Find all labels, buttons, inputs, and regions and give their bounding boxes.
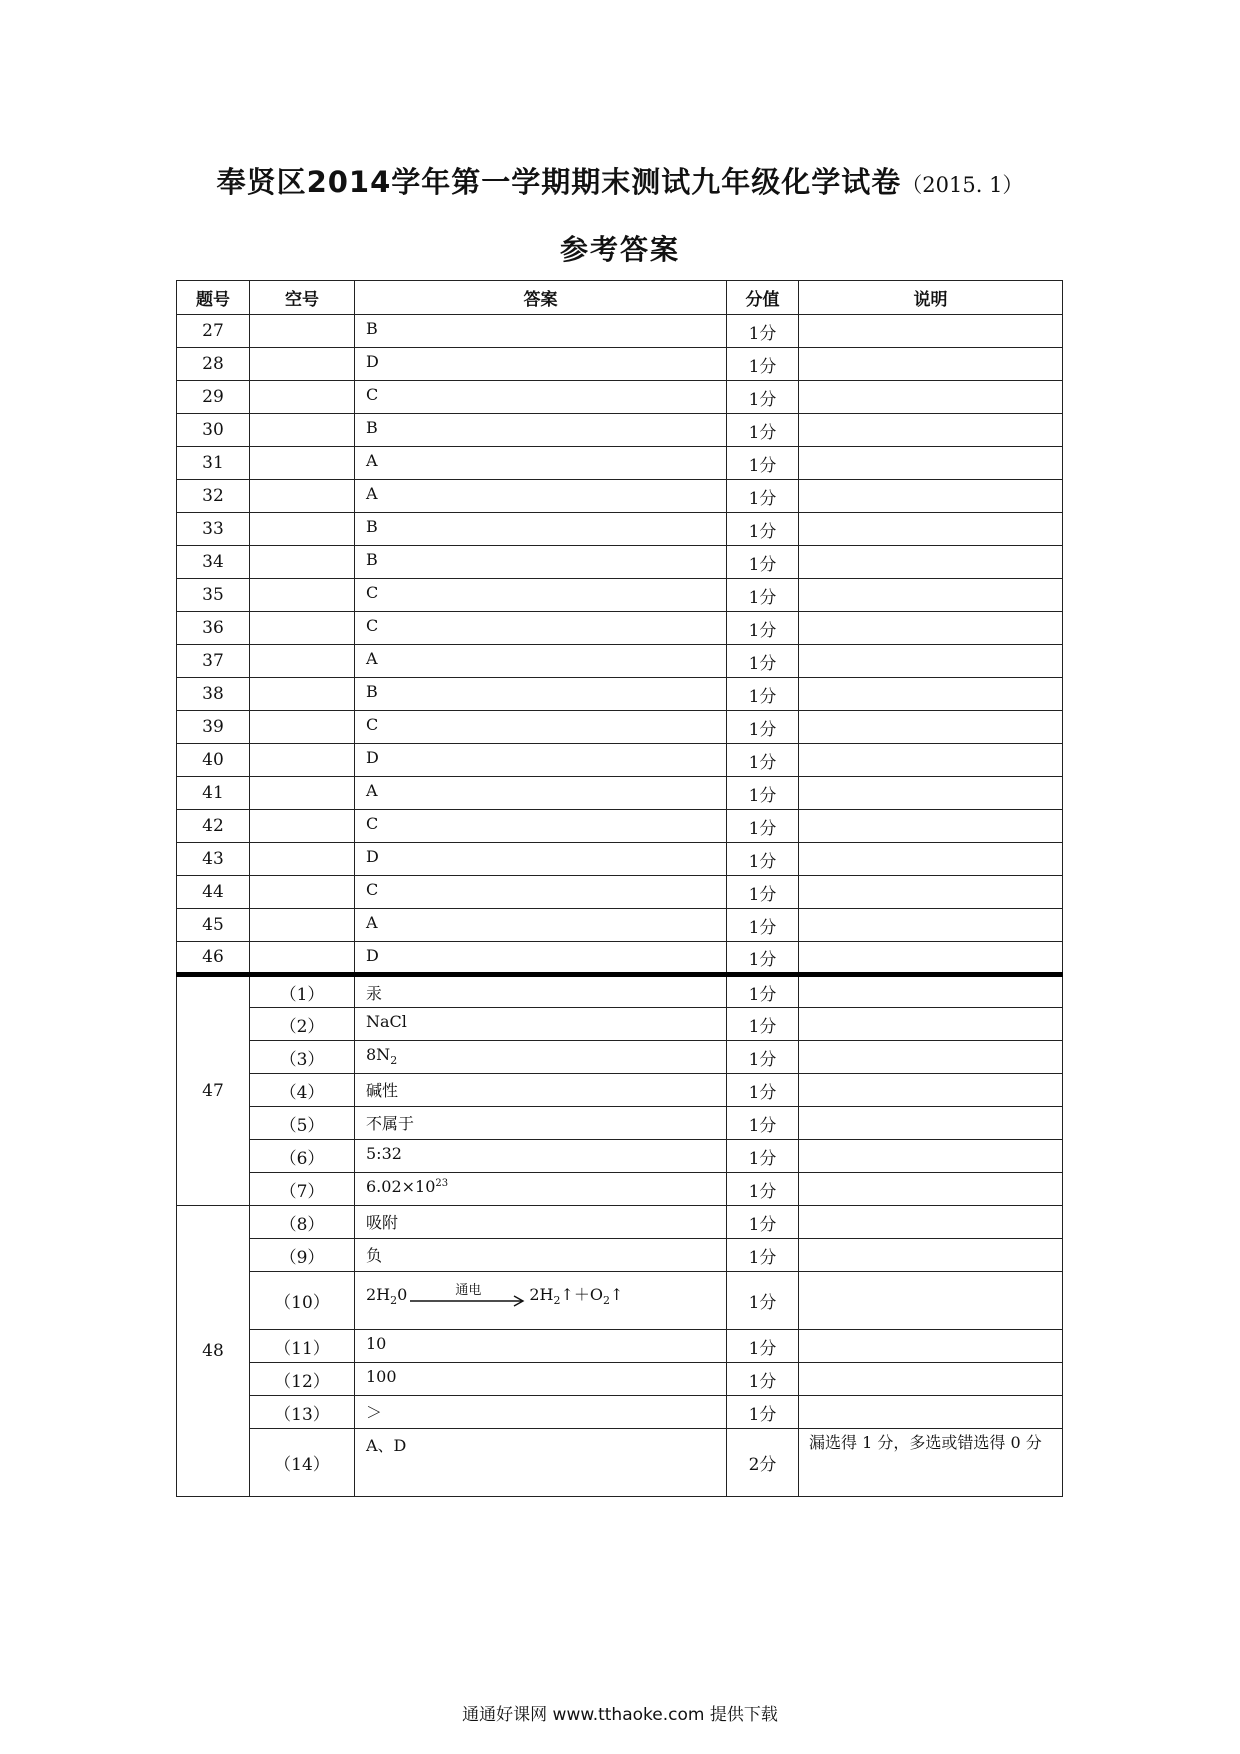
question-number: 34 xyxy=(177,546,250,579)
title-date: （2015. 1） xyxy=(901,173,1024,197)
table-row xyxy=(177,975,1063,1008)
answer-cell: NaCl xyxy=(355,1008,727,1041)
question-number: 43 xyxy=(177,843,250,876)
header-blank-number: 空号 xyxy=(250,281,355,315)
score-cell: 1分 xyxy=(727,1107,799,1140)
question-number: 39 xyxy=(177,711,250,744)
equation-reactant xyxy=(366,1285,407,1307)
product-text-3: ↑ xyxy=(610,1285,624,1304)
question-number: 28 xyxy=(177,348,250,381)
score-cell: 1分 xyxy=(727,1396,799,1429)
score-cell: 1分 xyxy=(727,579,799,612)
question-number: 27 xyxy=(177,315,250,348)
blank-number xyxy=(250,414,355,447)
blank-number: （7） xyxy=(250,1173,355,1206)
answer-cell: D xyxy=(355,942,727,975)
score-cell: 1分 xyxy=(727,909,799,942)
note-cell xyxy=(799,876,1063,909)
question-47-rows xyxy=(177,975,1063,1206)
question-number: 38 xyxy=(177,678,250,711)
blank-number: （14） xyxy=(250,1429,355,1497)
table-row xyxy=(177,777,1063,810)
blank-number xyxy=(250,612,355,645)
question-number: 48 xyxy=(177,1206,250,1497)
blank-number: （4） xyxy=(250,1074,355,1107)
table-row xyxy=(177,1074,1063,1107)
table-row xyxy=(177,1041,1063,1074)
blank-number: （8） xyxy=(250,1206,355,1239)
product-subscript-2: 2 xyxy=(603,1294,610,1308)
table-row xyxy=(177,579,1063,612)
blank-number: （3） xyxy=(250,1041,355,1074)
table-row xyxy=(177,1008,1063,1041)
answer-cell xyxy=(355,1041,727,1074)
note-cell xyxy=(799,414,1063,447)
equation-cell xyxy=(355,1272,727,1330)
note-cell xyxy=(799,1008,1063,1041)
answer-cell: B xyxy=(355,546,727,579)
answer-cell: A xyxy=(355,480,727,513)
note-cell xyxy=(799,1206,1063,1239)
score-cell: 1分 xyxy=(727,942,799,975)
note-cell xyxy=(799,942,1063,975)
header-question-number: 题号 xyxy=(177,281,250,315)
answer-cell: A xyxy=(355,645,727,678)
answer-cell: 碱性 xyxy=(355,1074,727,1107)
question-number: 36 xyxy=(177,612,250,645)
table-row xyxy=(177,414,1063,447)
blank-number xyxy=(250,942,355,975)
question-number: 37 xyxy=(177,645,250,678)
table-row xyxy=(177,1107,1063,1140)
answer-cell: C xyxy=(355,381,727,414)
score-cell: 1分 xyxy=(727,1206,799,1239)
table-row xyxy=(177,678,1063,711)
score-cell: 1分 xyxy=(727,744,799,777)
table-row xyxy=(177,744,1063,777)
blank-number: （6） xyxy=(250,1140,355,1173)
product-subscript: 2 xyxy=(553,1294,561,1308)
note-cell xyxy=(799,1396,1063,1429)
table-row xyxy=(177,480,1063,513)
reactant-text: 2H xyxy=(366,1285,391,1304)
note-cell xyxy=(799,1330,1063,1363)
score-cell: 1分 xyxy=(727,546,799,579)
blank-number xyxy=(250,480,355,513)
product-text-2: ↑＋O xyxy=(560,1285,603,1304)
table-row xyxy=(177,1429,1063,1497)
note-cell xyxy=(799,1041,1063,1074)
blank-number xyxy=(250,315,355,348)
score-cell: 1分 xyxy=(727,843,799,876)
score-cell: 1分 xyxy=(727,1173,799,1206)
question-number: 30 xyxy=(177,414,250,447)
note-cell xyxy=(799,1140,1063,1173)
answer-cell: 负 xyxy=(355,1239,727,1272)
answer-cell: 5:32 xyxy=(355,1140,727,1173)
answer-cell: C xyxy=(355,579,727,612)
document-subtitle: 参考答案 xyxy=(559,233,680,266)
answer-cell: 10 xyxy=(355,1330,727,1363)
score-cell: 1分 xyxy=(727,1140,799,1173)
table-row xyxy=(177,876,1063,909)
blank-number xyxy=(250,381,355,414)
score-cell: 1分 xyxy=(727,1239,799,1272)
blank-number: （13） xyxy=(250,1396,355,1429)
answer-cell: ＞ xyxy=(355,1396,727,1429)
answer-cell: D xyxy=(355,843,727,876)
note-cell xyxy=(799,1239,1063,1272)
answer-cell: A、D xyxy=(355,1429,727,1497)
note-cell xyxy=(799,810,1063,843)
note-cell: 漏选得 1 分，多选或错选得 0 分 xyxy=(799,1429,1063,1497)
answer-cell: A xyxy=(355,909,727,942)
table-row xyxy=(177,1396,1063,1429)
product-text: 2H xyxy=(529,1285,554,1304)
answer-cell xyxy=(355,1173,727,1206)
blank-number xyxy=(250,843,355,876)
table-row xyxy=(177,810,1063,843)
answer-cell: A xyxy=(355,447,727,480)
reactant-subscript: 2 xyxy=(390,1294,398,1308)
table-row xyxy=(177,1173,1063,1206)
table-row xyxy=(177,513,1063,546)
question-number: 40 xyxy=(177,744,250,777)
header-note: 说明 xyxy=(799,281,1063,315)
score-cell: 1分 xyxy=(727,513,799,546)
blank-number xyxy=(250,711,355,744)
note-cell xyxy=(799,381,1063,414)
blank-number: （10） xyxy=(250,1272,355,1330)
score-cell: 1分 xyxy=(727,348,799,381)
table-row xyxy=(177,381,1063,414)
note-cell xyxy=(799,975,1063,1008)
table-row xyxy=(177,612,1063,645)
note-cell xyxy=(799,1107,1063,1140)
table-row xyxy=(177,942,1063,975)
table-row xyxy=(177,1239,1063,1272)
score-cell: 1分 xyxy=(727,777,799,810)
note-cell xyxy=(799,1272,1063,1330)
score-cell: 1分 xyxy=(727,876,799,909)
answer-cell: B xyxy=(355,315,727,348)
table-row xyxy=(177,315,1063,348)
question-number: 47 xyxy=(177,975,250,1206)
table-row xyxy=(177,843,1063,876)
blank-number xyxy=(250,546,355,579)
blank-number xyxy=(250,348,355,381)
answer-cell: D xyxy=(355,744,727,777)
question-number: 29 xyxy=(177,381,250,414)
score-cell: 1分 xyxy=(727,1363,799,1396)
blank-number xyxy=(250,513,355,546)
scientific-mantissa: 6.02×10 xyxy=(366,1177,436,1196)
arrow-icon xyxy=(410,1285,526,1307)
blank-number xyxy=(250,645,355,678)
score-cell: 1分 xyxy=(727,447,799,480)
blank-number xyxy=(250,744,355,777)
note-cell xyxy=(799,447,1063,480)
answer-cell: D xyxy=(355,348,727,381)
question-number: 31 xyxy=(177,447,250,480)
header-answer: 答案 xyxy=(355,281,727,315)
note-cell xyxy=(799,579,1063,612)
table-row xyxy=(177,711,1063,744)
answer-cell: 吸附 xyxy=(355,1206,727,1239)
reactant-text-2: 0 xyxy=(397,1285,408,1304)
score-cell: 1分 xyxy=(727,381,799,414)
score-cell: 1分 xyxy=(727,1272,799,1330)
reaction-condition: 通电 xyxy=(455,1283,482,1299)
table-row xyxy=(177,1272,1063,1330)
footer-text: 通通好课网 www.tthaoke.com 提供下载 xyxy=(462,1705,778,1725)
blank-number xyxy=(250,579,355,612)
question-48-rows xyxy=(177,1206,1063,1497)
question-number: 45 xyxy=(177,909,250,942)
header-score: 分值 xyxy=(727,281,799,315)
note-cell xyxy=(799,744,1063,777)
score-cell: 1分 xyxy=(727,612,799,645)
table-row xyxy=(177,546,1063,579)
blank-number: （12） xyxy=(250,1363,355,1396)
score-cell: 1分 xyxy=(727,678,799,711)
question-number: 44 xyxy=(177,876,250,909)
note-cell xyxy=(799,546,1063,579)
note-cell xyxy=(799,513,1063,546)
score-cell: 1分 xyxy=(727,1041,799,1074)
multiple-choice-rows xyxy=(177,315,1063,975)
answer-cell: 100 xyxy=(355,1363,727,1396)
score-cell: 1分 xyxy=(727,414,799,447)
note-cell xyxy=(799,711,1063,744)
note-cell xyxy=(799,678,1063,711)
answer-cell: C xyxy=(355,612,727,645)
note-cell xyxy=(799,645,1063,678)
note-cell xyxy=(799,1363,1063,1396)
answer-cell: A xyxy=(355,777,727,810)
question-number: 42 xyxy=(177,810,250,843)
table-row xyxy=(177,447,1063,480)
score-cell: 1分 xyxy=(727,645,799,678)
blank-number xyxy=(250,678,355,711)
note-cell xyxy=(799,480,1063,513)
note-cell xyxy=(799,777,1063,810)
note-cell xyxy=(799,348,1063,381)
table-row xyxy=(177,1330,1063,1363)
blank-number: （2） xyxy=(250,1008,355,1041)
table-row xyxy=(177,1206,1063,1239)
answer-cell: C xyxy=(355,810,727,843)
question-number: 32 xyxy=(177,480,250,513)
answer-table xyxy=(176,280,1063,1497)
question-number: 33 xyxy=(177,513,250,546)
score-cell: 2分 xyxy=(727,1429,799,1497)
blank-number xyxy=(250,447,355,480)
score-cell: 1分 xyxy=(727,1330,799,1363)
score-cell: 1分 xyxy=(727,315,799,348)
table-row xyxy=(177,1140,1063,1173)
table-row xyxy=(177,909,1063,942)
blank-number: （5） xyxy=(250,1107,355,1140)
answer-cell: 不属于 xyxy=(355,1107,727,1140)
formula-main: 8N xyxy=(366,1045,391,1064)
formula-subscript: 2 xyxy=(390,1054,398,1068)
note-cell xyxy=(799,315,1063,348)
answer-cell: B xyxy=(355,678,727,711)
question-number: 35 xyxy=(177,579,250,612)
blank-number: （9） xyxy=(250,1239,355,1272)
score-cell: 1分 xyxy=(727,711,799,744)
blank-number xyxy=(250,909,355,942)
question-number: 41 xyxy=(177,777,250,810)
score-cell: 1分 xyxy=(727,810,799,843)
reaction-arrow xyxy=(410,1285,526,1307)
chemical-equation xyxy=(366,1282,623,1307)
question-number: 46 xyxy=(177,942,250,975)
note-cell xyxy=(799,1173,1063,1206)
score-cell: 1分 xyxy=(727,480,799,513)
note-cell xyxy=(799,1074,1063,1107)
equation-products xyxy=(529,1282,623,1307)
title-text: 奉贤区2014学年第一学期期末测试九年级化学试卷 xyxy=(216,165,902,199)
score-cell: 1分 xyxy=(727,975,799,1008)
table-row xyxy=(177,1363,1063,1396)
table-row xyxy=(177,645,1063,678)
blank-number xyxy=(250,777,355,810)
blank-number xyxy=(250,876,355,909)
answer-cell: B xyxy=(355,414,727,447)
answer-cell: C xyxy=(355,876,727,909)
score-cell: 1分 xyxy=(727,1074,799,1107)
answer-cell: B xyxy=(355,513,727,546)
blank-number xyxy=(250,810,355,843)
blank-number: （1） xyxy=(250,975,355,1008)
score-cell: 1分 xyxy=(727,1008,799,1041)
blank-number: （11） xyxy=(250,1330,355,1363)
table-row xyxy=(177,348,1063,381)
scientific-exponent: 23 xyxy=(435,1178,449,1189)
note-cell xyxy=(799,909,1063,942)
answer-cell: 汞 xyxy=(355,975,727,1008)
note-cell xyxy=(799,612,1063,645)
note-cell xyxy=(799,843,1063,876)
document-title xyxy=(0,160,1240,201)
answer-cell: C xyxy=(355,711,727,744)
